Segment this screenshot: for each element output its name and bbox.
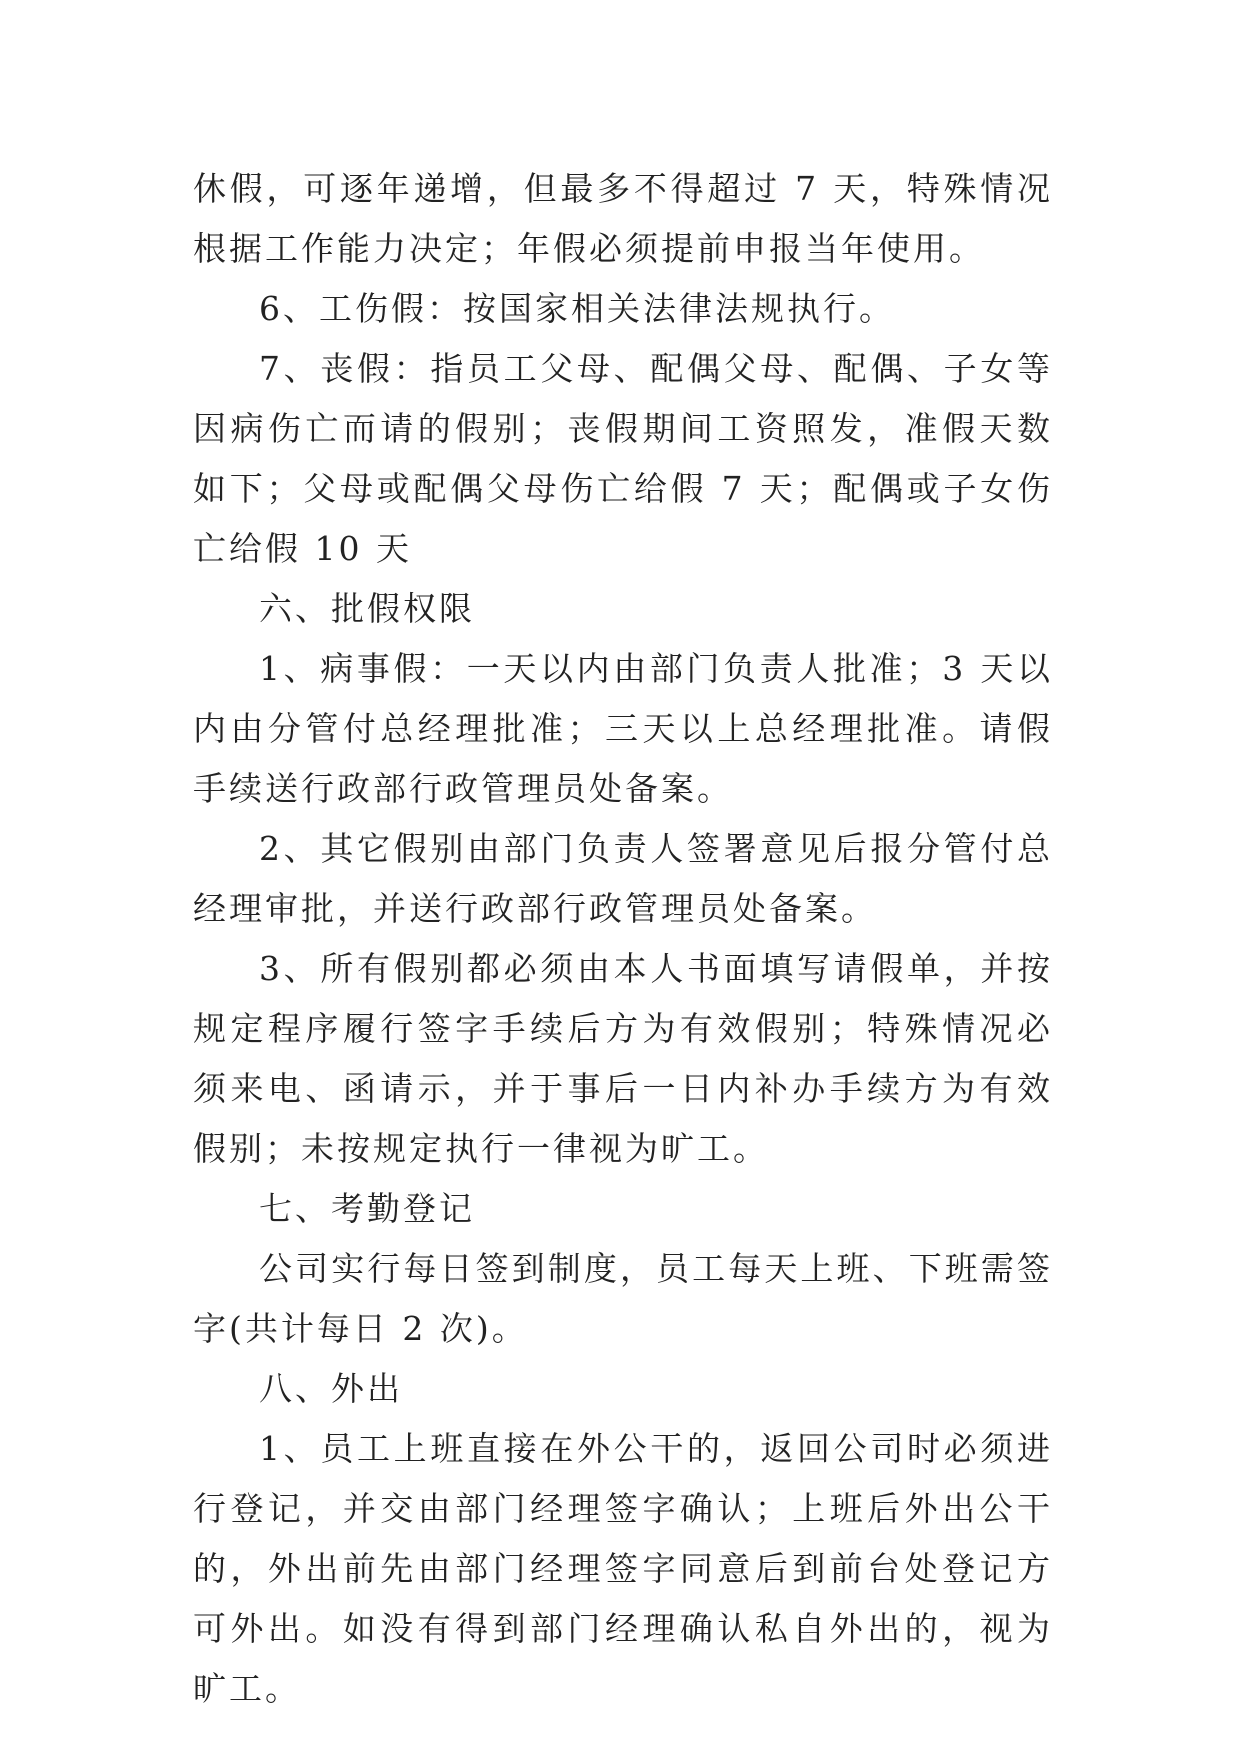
- section-heading-leave-approval: 六、批假权限: [259, 589, 475, 628]
- paragraph-attendance-signin: 公司实行每日签到制度，员工每天上班、下班需签字(共计每日 2 次)。: [193, 1249, 1053, 1348]
- document-body: [193, 159, 1053, 1719]
- paragraph-sick-personal-leave-approval: 1、病事假：一天以内由部门负责人批准；3 天以内由分管付总经理批准；三天以上总经理批准。请假手续送行政部行政管理员处备案。: [193, 649, 1053, 808]
- paragraph-annual-leave-continued: 休假，可逐年递增，但最多不得超过 7 天，特殊情况根据工作能力决定；年假必须提前申报当年使用。: [193, 169, 1053, 268]
- paragraph-going-out-rules: 1、员工上班直接在外公干的，返回公司时必须进行登记，并交由部门经理签字确认；上班后外出公干的，外出前先由部门经理签字同意后到前台处登记方可外出。如没有得到部门经理确认私自外出的，视为旷工。: [193, 1429, 1053, 1708]
- paragraph-work-injury-leave: 6、工伤假：按国家相关法律法规执行。: [259, 289, 895, 328]
- paragraph-bereavement-leave: 7、丧假：指员工父母、配偶父母、配偶、子女等因病伤亡而请的假别；丧假期间工资照发，准假天数如下；父母或配偶父母伤亡给假 7 天；配偶或子女伤亡给假 10 天: [193, 349, 1053, 568]
- paragraph-leave-procedure: 3、所有假别都必须由本人书面填写请假单，并按规定程序履行签字手续后方为有效假别；特殊情况必须来电、函请示，并于事后一日内补办手续方为有效假别；未按规定执行一律视为旷工。: [193, 949, 1053, 1168]
- paragraph-other-leave-approval: 2、其它假别由部门负责人签署意见后报分管付总经理审批，并送行政部行政管理员处备案。: [193, 829, 1053, 928]
- section-heading-going-out: 八、外出: [259, 1369, 403, 1408]
- section-heading-attendance: 七、考勤登记: [259, 1189, 475, 1228]
